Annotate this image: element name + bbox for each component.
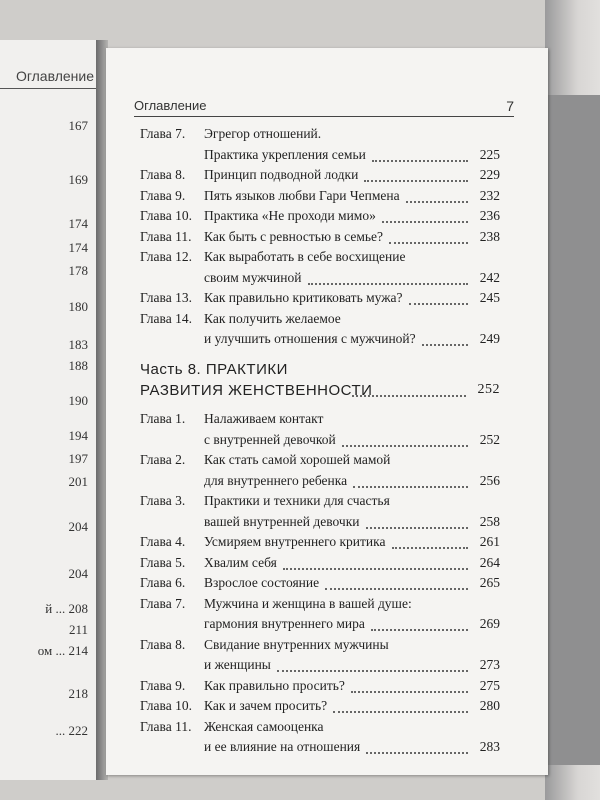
toc-entry-line: [140, 616, 500, 636]
dot-leader: [389, 242, 468, 244]
chapter-label: Глава 10.: [140, 208, 192, 223]
dot-leader: [352, 395, 466, 397]
dot-leader: [409, 303, 468, 305]
chapter-label: Глава 9.: [140, 187, 186, 203]
toc-entry-line: [140, 411, 500, 431]
right-page: [106, 48, 548, 775]
toc-entry-line: [140, 249, 500, 269]
toc-entry-line: [140, 739, 500, 759]
left-page-fragment: 169: [68, 172, 88, 187]
chapter-label: Глава 11.: [140, 718, 192, 734]
chapter-title: и ее влияние на отношения: [204, 739, 361, 754]
chapter-title: Пять языков любви Гари Чепмена: [204, 187, 400, 203]
page-ref: 269: [479, 616, 500, 631]
left-page-fragment: 211: [68, 622, 88, 637]
toc-entry-line: [140, 311, 500, 331]
chapter-title: Мужчина и женщина в вашей душе:: [204, 595, 412, 611]
dot-leader: [277, 670, 468, 672]
chapter-title: Налаживаем контакт: [204, 411, 324, 426]
chapter-title: Женская самооценка: [204, 718, 324, 734]
left-page-fragment: 197: [68, 451, 88, 466]
left-page-fragment: 204: [68, 566, 88, 581]
toc-entry-line: [140, 637, 500, 657]
dot-leader: [308, 283, 469, 285]
left-page-fragment: 167: [68, 118, 88, 133]
chapter-label: Глава 7.: [140, 595, 186, 611]
running-header: [134, 94, 514, 117]
chapter-label: Глава 3.: [140, 493, 186, 508]
left-page-fragment: 194: [68, 428, 88, 443]
chapter-label: Глава 8.: [140, 636, 186, 652]
page-ref: 229: [479, 167, 500, 182]
chapter-label: Глава 14.: [140, 310, 192, 326]
left-page: [0, 40, 98, 780]
toc-entry-line: [140, 167, 500, 187]
chapter-label: Глава 2.: [140, 452, 186, 467]
chapter-title: Принцип подводной лодки: [204, 167, 359, 182]
left-page-fragment: ом ... 214: [37, 643, 88, 658]
toc-entry-line: [140, 452, 500, 472]
part-title-line1: ПРАКТИКИ: [205, 361, 288, 378]
chapter-label: Глава 6.: [140, 575, 186, 590]
toc-entry-line: [140, 678, 500, 698]
page-ref: 264: [479, 554, 500, 570]
chapter-title: Свидание внутренних мужчины: [204, 636, 389, 652]
dot-leader: [353, 486, 468, 488]
left-page-fragment: 190: [68, 393, 88, 408]
chapter-label: Глава 11.: [140, 228, 192, 244]
page-ref: 256: [479, 472, 500, 488]
left-page-fragment: 204: [68, 519, 88, 534]
chapter-title: Практика «Не проходи мимо»: [204, 208, 376, 223]
page-ref: 275: [479, 677, 500, 693]
page-ref: 245: [479, 290, 500, 305]
left-page-fragment: ... 222: [55, 723, 88, 738]
toc-entry-line: [140, 147, 500, 167]
left-page-fragment: 174: [68, 216, 88, 231]
chapter-label: Глава 1.: [140, 411, 186, 426]
toc-entry-line: [140, 270, 500, 290]
toc-entry-line: [140, 575, 500, 595]
chapter-label: Глава 5.: [140, 554, 186, 570]
page-ref: 265: [479, 575, 500, 590]
toc-entry-line: [140, 514, 500, 534]
chapter-title: Как быть с ревностью в семье?: [204, 228, 384, 244]
chapter-label: Глава 9.: [140, 677, 186, 693]
toc-entry-line: [140, 555, 500, 575]
left-page-title: Оглавление: [15, 68, 94, 84]
part-page: 252: [477, 382, 500, 397]
page-ref: 238: [479, 228, 500, 244]
part-label: Часть 8.: [140, 361, 202, 378]
chapter-title: Как стать самой хорошей мамой: [204, 452, 391, 467]
page-ref: 236: [479, 208, 500, 223]
dot-leader: [325, 588, 468, 590]
dot-leader: [392, 547, 469, 549]
part-title-line2: РАЗВИТИЯ ЖЕНСТВЕННОСТИ: [140, 382, 373, 399]
toc-entry-line: [140, 290, 500, 310]
chapter-title: Эгрегор отношений.: [204, 126, 322, 141]
chapter-title: Усмиряем внутреннего критика: [204, 534, 386, 549]
chapter-title: своим мужчиной: [204, 269, 302, 285]
toc-entry-line: [140, 126, 500, 146]
dot-leader: [351, 691, 468, 693]
chapter-title: Хвалим себя: [204, 554, 277, 570]
toc-entry-line: [140, 473, 500, 493]
toc-entry-line: [140, 596, 500, 616]
page-ref: 232: [479, 187, 500, 203]
chapter-title: с внутренней девочкой: [204, 431, 336, 447]
dot-leader: [366, 752, 468, 754]
dot-leader: [364, 180, 468, 182]
chapter-title: для внутреннего ребенка: [204, 472, 348, 488]
chapter-title: и женщины: [204, 657, 271, 672]
chapter-title: гармония внутреннего мира: [204, 616, 365, 631]
dot-leader: [283, 568, 468, 570]
toc-entry-line: [140, 188, 500, 208]
left-page-fragment: й ... 208: [45, 601, 88, 616]
dot-leader: [406, 201, 468, 203]
page-number: 7: [506, 98, 514, 114]
left-page-fragment: 174: [68, 240, 88, 255]
chapter-title: Как и зачем просить?: [204, 698, 328, 713]
chapter-title: Взрослое состояние: [204, 575, 320, 590]
chapter-title: Практика укрепления семьи: [204, 146, 366, 162]
chapter-label: Глава 7.: [140, 126, 186, 141]
page-ref: 225: [479, 146, 500, 162]
toc-entry-line: [140, 331, 500, 351]
chapter-label: Глава 10.: [140, 698, 192, 713]
chapter-title: Как правильно критиковать мужа?: [204, 290, 403, 305]
dot-leader: [371, 629, 468, 631]
chapter-label: Глава 4.: [140, 534, 186, 549]
page-ref: 242: [479, 269, 500, 285]
left-page-fragment: 218: [68, 686, 88, 701]
toc-entry-line: [140, 698, 500, 718]
part-heading-line2: [140, 382, 500, 402]
chapter-label: Глава 13.: [140, 290, 192, 305]
toc-entry-line: [140, 534, 500, 554]
dot-leader: [333, 711, 468, 713]
left-page-fragment: 180: [68, 299, 88, 314]
part-heading: [140, 361, 500, 378]
left-page-fragment: 178: [68, 263, 88, 278]
dot-leader: [382, 221, 468, 223]
chapter-title: Практики и техники для счастья: [204, 493, 390, 508]
toc-entry-line: [140, 719, 500, 739]
toc-entry-line: [140, 493, 500, 513]
chapter-title: Как правильно просить?: [204, 677, 345, 693]
page-ref: 249: [479, 331, 500, 346]
chapter-title: вашей внутренней девочки: [204, 513, 360, 529]
chapter-title: Как получить желаемое: [204, 310, 341, 326]
dot-leader: [366, 527, 469, 529]
page-stack-edge: [540, 95, 600, 765]
page-ref: 273: [479, 657, 500, 672]
toc-entry-line: [140, 208, 500, 228]
page-ref: 258: [479, 513, 500, 529]
left-page-fragment: 201: [68, 474, 88, 489]
dot-leader: [422, 344, 468, 346]
header-title: Оглавление: [134, 98, 207, 113]
left-header-rule: [0, 88, 96, 89]
chapter-label: Глава 8.: [140, 167, 186, 182]
page-ref: 283: [479, 739, 500, 754]
dot-leader: [342, 445, 468, 447]
chapter-title: Как выработать в себе восхищение: [204, 249, 406, 264]
left-page-fragment: 183: [68, 337, 88, 352]
left-page-fragment: 188: [68, 358, 88, 373]
page-ref: 252: [479, 431, 500, 447]
page-ref: 280: [479, 698, 500, 713]
chapter-label: Глава 12.: [140, 249, 192, 264]
chapter-title: и улучшить отношения с мужчиной?: [204, 331, 416, 346]
toc-entry-line: [140, 432, 500, 452]
dot-leader: [372, 160, 468, 162]
toc-entry-line: [140, 229, 500, 249]
toc-entry-line: [140, 657, 500, 677]
page-ref: 261: [479, 534, 500, 549]
